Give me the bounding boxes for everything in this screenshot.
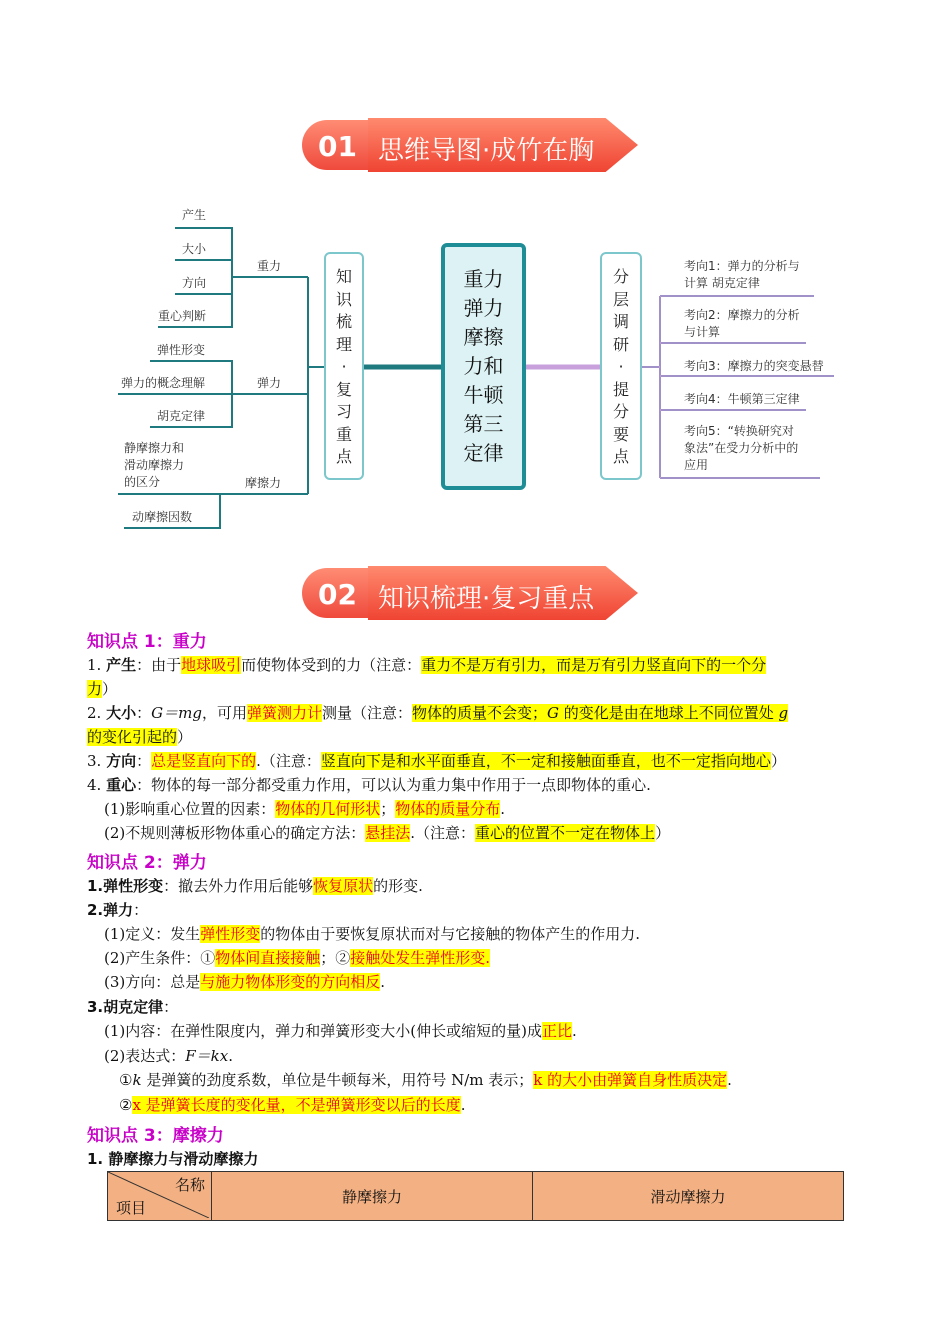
highlight: 总是竖直向下的 bbox=[151, 752, 257, 770]
text: (2)不规则薄板形物体重心的确定方法： bbox=[104, 824, 366, 842]
text: ） bbox=[655, 824, 671, 842]
formula: G＝mg bbox=[151, 704, 202, 722]
text: ： bbox=[163, 998, 179, 1016]
k1-line-3 bbox=[87, 750, 786, 771]
highlight: 重力不是万有引力，而是万有引力竖直向下的一个分 bbox=[421, 656, 767, 674]
left-box-char-2: 识 bbox=[335, 289, 352, 309]
highlight: x 是弹簧长度的变化量，不是弹簧形变以后的长度 bbox=[132, 1096, 461, 1114]
highlight: 弹性形变 bbox=[200, 925, 261, 943]
right-box-char-7: 分 bbox=[612, 402, 629, 421]
left-box-char-5: · bbox=[341, 357, 347, 376]
k2-line-4 bbox=[104, 947, 490, 968]
highlight: 物体的质量不会变； bbox=[411, 704, 547, 722]
text: 的物体由于要恢复原状而对与它接触的物体产生的作用力. bbox=[260, 925, 641, 943]
text: ： bbox=[136, 704, 152, 722]
highlight: 物体的质量分布 bbox=[395, 800, 501, 818]
k1-line-4 bbox=[87, 774, 651, 795]
k2-line-3 bbox=[104, 923, 640, 944]
highlight: 的变化是由在地球上不同位置处 bbox=[558, 704, 779, 722]
k1-line-2b bbox=[87, 726, 192, 747]
k1-line-6 bbox=[104, 822, 670, 843]
left-box-char-4: 理 bbox=[335, 334, 352, 354]
mm-elastic-item-1: 弹性形变 bbox=[157, 343, 206, 357]
k3-line-1 bbox=[87, 1148, 258, 1169]
banner-title: 知识梳理·复习重点 bbox=[378, 584, 595, 614]
highlight: 物体的几何形状 bbox=[275, 800, 381, 818]
right-box-char-9: 点 bbox=[612, 447, 629, 466]
k1-line-1 bbox=[87, 654, 766, 675]
k1-heading: 知识点 1：重力 bbox=[87, 632, 207, 652]
corner-bottom-label: 项目 bbox=[116, 1199, 147, 1217]
right-box-char-2: 层 bbox=[612, 289, 629, 309]
k1-line-1b bbox=[87, 678, 117, 699]
text: ：撤去外力作用后能够 bbox=[163, 877, 314, 895]
text: . bbox=[228, 1047, 233, 1065]
center-char-3: 摩擦 bbox=[463, 325, 504, 349]
highlight: g bbox=[778, 704, 789, 722]
k3-heading: 知识点 3：摩擦力 bbox=[87, 1126, 224, 1146]
text: (1)内容：在弹性限度内，弹力和弹簧形变大小(伸长或缩短的量)成 bbox=[104, 1022, 542, 1040]
k2-line-2 bbox=[87, 899, 148, 920]
k1-line-2 bbox=[87, 702, 788, 723]
center-char-4: 力和 bbox=[463, 354, 504, 378]
corner-top-label: 名称 bbox=[174, 1176, 205, 1194]
mm-right-item-3: 考向3：摩擦力的突变悬替 bbox=[684, 359, 824, 373]
mm-center-box bbox=[441, 243, 526, 490]
right-box-char-4: 研 bbox=[612, 334, 629, 354]
text: ） bbox=[177, 728, 193, 746]
formula: k bbox=[132, 1071, 142, 1089]
mm-gravity-label: 重力 bbox=[257, 259, 282, 273]
text: ） bbox=[770, 752, 786, 770]
highlight: 与施力物体形变的方向相反 bbox=[200, 973, 381, 991]
friction-table bbox=[107, 1171, 844, 1221]
text: ： bbox=[133, 901, 149, 919]
center-char-2: 弹力 bbox=[463, 296, 504, 320]
k2-line-5 bbox=[104, 971, 385, 992]
highlight: 正比 bbox=[541, 1022, 572, 1040]
text: . bbox=[460, 1096, 466, 1114]
table-corner-cell bbox=[108, 1172, 212, 1221]
term: 重心 bbox=[106, 776, 137, 794]
text: . bbox=[380, 973, 386, 991]
right-box-char-8: 要 bbox=[612, 424, 629, 444]
text: (3)方向：总是 bbox=[104, 973, 201, 991]
mm-elastic-label: 弹力 bbox=[257, 376, 282, 390]
text: ； bbox=[380, 800, 396, 818]
banner-title: 思维导图·成竹在胸 bbox=[378, 136, 595, 166]
mm-elastic-item-2: 弹力的概念理解 bbox=[121, 376, 206, 390]
highlight: 的变化引起的 bbox=[87, 728, 178, 746]
mm-right-item-5: 考向5：“转换研究对 象法”在受力分析中的 应用 bbox=[684, 424, 799, 472]
mm-right-item-4: 考向4：牛顿第三定律 bbox=[684, 392, 800, 406]
right-box-char-1: 分 bbox=[612, 267, 629, 286]
highlight: 竖直向下是和水平面垂直，不一定和接触面垂直，也不一定指向地心 bbox=[320, 752, 771, 770]
left-box-char-1: 知 bbox=[335, 267, 352, 286]
left-box-char-8: 重 bbox=[335, 424, 352, 444]
highlight: 恢复原状 bbox=[313, 877, 374, 895]
term: 大小 bbox=[106, 704, 137, 722]
text: (2)表达式： bbox=[104, 1047, 186, 1065]
text: .（注意： bbox=[256, 752, 321, 770]
center-char-6: 第三 bbox=[463, 412, 504, 436]
mm-elastic-item-3: 胡克定律 bbox=[157, 409, 206, 423]
text: ：由于 bbox=[136, 656, 182, 674]
text: . bbox=[727, 1071, 732, 1089]
center-char-1: 重力 bbox=[463, 267, 504, 291]
term: 产生 bbox=[106, 656, 137, 674]
mm-right-box bbox=[600, 252, 642, 480]
text: ，可用 bbox=[201, 704, 247, 722]
mm-left-box bbox=[324, 252, 364, 480]
mm-gravity-item-4: 重心判断 bbox=[158, 309, 207, 323]
highlight: 悬挂法 bbox=[365, 824, 411, 842]
mm-friction-item-2: 动摩擦因数 bbox=[132, 510, 193, 524]
k2-line-10 bbox=[119, 1094, 465, 1115]
term: 1. 静摩擦力与滑动摩擦力 bbox=[87, 1150, 259, 1168]
highlight: G bbox=[547, 704, 559, 722]
text: 4. bbox=[87, 776, 107, 794]
right-box-char-5: · bbox=[618, 357, 624, 376]
table-header-static: 静摩擦力 bbox=[212, 1172, 533, 1221]
k2-line-9 bbox=[119, 1069, 732, 1090]
text: 3. bbox=[87, 752, 107, 770]
left-box-char-9: 点 bbox=[335, 447, 352, 466]
mm-friction-item-1: 静摩擦力和 滑动摩擦力 的区分 bbox=[124, 441, 185, 489]
right-box-char-6: 提 bbox=[612, 379, 629, 399]
term: 2.弹力 bbox=[87, 901, 134, 919]
mm-right-box-chars bbox=[602, 266, 640, 469]
text: 1. bbox=[87, 656, 107, 674]
left-box-char-6: 复 bbox=[335, 379, 352, 399]
term: 方向 bbox=[106, 752, 137, 770]
text: .（注意： bbox=[410, 824, 476, 842]
mm-friction-label: 摩擦力 bbox=[245, 476, 282, 490]
text: 2. bbox=[87, 704, 107, 722]
table-header-sliding: 滑动摩擦力 bbox=[533, 1172, 844, 1221]
text: 而使物体受到的力（注意： bbox=[241, 656, 422, 674]
mm-gravity-item-1: 产生 bbox=[182, 208, 207, 222]
text: 是弹簧的劲度系数，单位是牛顿每米，用符号 N/m 表示； bbox=[141, 1071, 534, 1089]
mm-gravity-item-2: 大小 bbox=[182, 242, 207, 256]
section-banner-knowledge bbox=[300, 566, 650, 622]
k2-line-1 bbox=[87, 875, 423, 896]
highlight: 接触处发生弹性形变. bbox=[350, 949, 491, 967]
text: ：物体的每一部分都受重力作用，可以认为重力集中作用于一点即物体的重心. bbox=[136, 776, 651, 794]
k2-line-6 bbox=[87, 996, 178, 1017]
highlight: 地球吸引 bbox=[181, 656, 242, 674]
mm-right-item-1: 考向1：弹力的分析与 计算 胡克定律 bbox=[684, 259, 800, 290]
mm-center-chars bbox=[445, 265, 522, 468]
text: 测量（注意： bbox=[321, 704, 412, 722]
highlight: k 的大小由弹簧自身性质决定 bbox=[533, 1071, 728, 1089]
highlight: 弹簧测力计 bbox=[246, 704, 322, 722]
text: ② bbox=[119, 1096, 133, 1114]
text: 的形变. bbox=[373, 877, 423, 895]
k2-line-7 bbox=[104, 1020, 577, 1041]
text: (2)产生条件：① bbox=[104, 949, 216, 967]
left-box-char-3: 梳 bbox=[335, 312, 352, 331]
highlight: 重心的位置不一定在物体上 bbox=[475, 824, 656, 842]
mm-right-item-2: 考向2：摩擦力的分析 与计算 bbox=[684, 308, 800, 339]
highlight: 物体间直接接触 bbox=[215, 949, 321, 967]
left-box-char-7: 习 bbox=[335, 402, 352, 421]
text: . bbox=[571, 1022, 577, 1040]
text: ；② bbox=[320, 949, 351, 967]
text: (1)定义：发生 bbox=[104, 925, 201, 943]
text: (1)影响重心位置的因素： bbox=[104, 800, 276, 818]
right-box-char-3: 调 bbox=[612, 312, 629, 331]
table-header-row bbox=[108, 1172, 844, 1221]
banner-number: 01 bbox=[318, 130, 357, 163]
formula: F＝kx bbox=[185, 1047, 229, 1065]
text: ） bbox=[102, 680, 118, 698]
k1-line-5 bbox=[104, 798, 505, 819]
center-char-5: 牛顿 bbox=[463, 383, 504, 407]
term: 3.胡克定律 bbox=[87, 998, 164, 1016]
text: . bbox=[500, 800, 506, 818]
text: ： bbox=[136, 752, 152, 770]
k2-heading: 知识点 2：弹力 bbox=[87, 853, 207, 873]
text: ① bbox=[119, 1071, 133, 1089]
k2-line-8 bbox=[104, 1045, 233, 1066]
term: 1.弹性形变 bbox=[87, 877, 164, 895]
mm-left-box-chars bbox=[326, 266, 362, 469]
highlight: 力 bbox=[87, 680, 103, 698]
center-char-7: 定律 bbox=[463, 441, 504, 465]
banner-number: 02 bbox=[318, 578, 357, 611]
mm-gravity-item-3: 方向 bbox=[182, 276, 207, 290]
